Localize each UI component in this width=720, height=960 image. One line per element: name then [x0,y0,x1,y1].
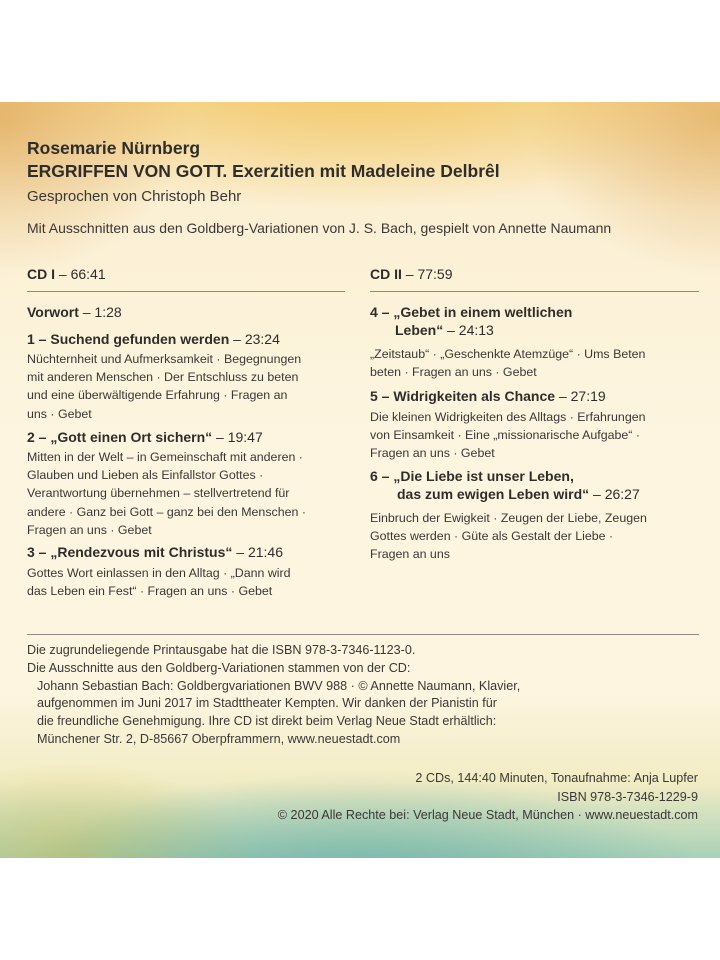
track-4-description [370,345,645,381]
source-line: die freundliche Genehmigung. Ihre CD ist direkt beim Verlag Neue Stadt erhältlich: [37,714,497,729]
source-line: aufgenommen im Juni 2017 im Stadttheater Kempten. Wir danken der Pianistin für [37,696,497,711]
track-2 [27,429,263,445]
source-intro: Die Ausschnitte aus den Goldberg-Variationen stammen von der CD: [27,660,411,675]
print-isbn-note: Die zugrundeliegende Printausgabe hat die ISBN 978-3-7346-1123-0. [27,643,416,657]
track-duration: – 23:24 [229,331,280,347]
track-4 [370,304,572,338]
track-title-line: 4 – „Gebet in einem weltlichen [370,304,573,320]
description-line: uns · Gebet [27,406,92,421]
track-5 [370,388,606,404]
cd2-divider [370,291,699,292]
track-title: 2 – „Gott einen Ort sichern“ [27,429,213,445]
track-vorwort [27,304,122,320]
product-info: 2 CDs, 144:40 Minuten, Tonaufnahme: Anja Lupfer [415,771,698,785]
isbn: ISBN 978-3-7346-1229-9 [557,790,698,804]
description-line: beten · Fragen an uns · Gebet [370,365,537,380]
track-3-description [27,564,291,600]
description-line: Glauben und Lieben als Einfallstor Gottes · [27,468,264,483]
description-line: Fragen an uns · Gebet [370,446,495,461]
track-duration: – 19:47 [212,429,263,445]
description-line: Gottes Wort einlassen in den Alltag · „Dann wird [27,566,291,580]
footer-notes [27,642,520,749]
track-title: 1 – Suchend gefunden werden [27,331,230,347]
description-line: Einbruch der Ewigkeit · Zeugen der Liebe, Zeugen [370,511,647,525]
track-title: 5 – Widrigkeiten als Chance [370,388,556,404]
source-details [27,678,520,749]
cd-back-cover [0,102,720,858]
album-title: ERGRIFFEN VON GOTT. Exerzitien mit Madeleine Delbrêl [27,161,500,181]
description-line: Verantwortung übernehmen – stellvertretend für [27,486,290,501]
track-duration: – 1:28 [78,304,122,320]
source-line: Münchener Str. 2, D-85667 Oberpframmern, www.neuestadt.com [37,731,401,746]
speaker-credit: Gesprochen von Christoph Behr [27,188,242,205]
track-title-line: das zum ewigen Leben wird“ [397,486,590,502]
copyright: © 2020 Alle Rechte bei: Verlag Neue Stadt, München · www.neuestadt.com [277,808,698,822]
track-3 [27,544,283,560]
track-duration: – 26:27 [589,486,640,502]
track-title: 3 – „Rendezvous mit Christus“ [27,544,233,560]
description-line: das Leben ein Fest“ · Fragen an uns · Gebet [27,584,273,599]
cd1-divider [27,291,345,292]
description-line: Mitten in der Welt – in Gemeinschaft mit anderen · [27,450,303,464]
description-line: mit anderen Menschen · Der Entschluss zu beten [27,370,299,385]
track-duration: – 24:13 [443,322,494,338]
cd2-label: CD II [370,266,402,282]
track-5-description [370,408,646,463]
cd1-heading [27,266,106,282]
track-6 [370,468,640,502]
track-title-line: 6 – „Die Liebe ist unser Leben, [370,468,574,484]
track-title: Vorwort [27,304,79,320]
description-line: und eine überwältigende Erfahrung · Fragen an [27,388,288,403]
track-duration: – 21:46 [232,544,283,560]
description-line: Fragen an uns [370,547,450,562]
cd1-label: CD I [27,266,55,282]
cd2-duration: – 77:59 [401,266,453,282]
track-duration: – 27:19 [555,388,606,404]
footer-divider [27,634,699,635]
track-1-description [27,350,301,423]
description-line: „Zeitstaub“ · „Geschenkte Atemzüge“ · Ums Beten [370,347,646,361]
cd1-duration: – 66:41 [55,266,106,282]
description-line: andere · Ganz bei Gott – ganz bei den Menschen · [27,504,306,519]
track-6-description [370,509,647,564]
description-line: Fragen an uns · Gebet [27,522,152,537]
source-line: Johann Sebastian Bach: Goldbergvariationen BWV 988 · © Annette Naumann, Klavier, [37,678,521,693]
description-line: von Einsamkeit · Eine „missionarische Aufgabe“ · [370,428,640,443]
author-name: Rosemarie Nürnberg [27,138,201,158]
description-line: Die kleinen Widrigkeiten des Alltags · Erfahrungen [370,410,646,424]
track-title-line: Leben“ [395,322,444,338]
description-line: Gottes werden · Güte als Gestalt der Liebe · [370,529,614,544]
track-2-description [27,448,306,539]
music-credit: Mit Ausschnitten aus den Goldberg-Variationen von J. S. Bach, gespielt von Annette Naumann [27,220,612,236]
description-line: Nüchternheit und Aufmerksamkeit · Begegnungen [27,352,302,366]
cd2-heading [370,266,453,282]
track-1 [27,331,280,347]
